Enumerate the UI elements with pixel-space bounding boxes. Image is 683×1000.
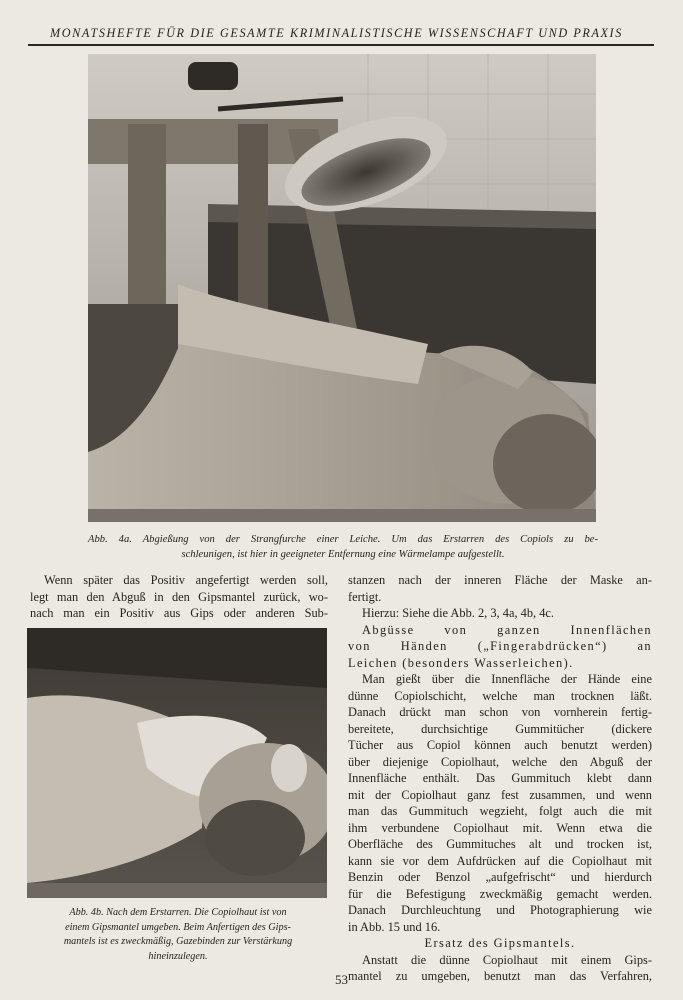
text-line: mantel zu umgeben, benutzt man das Verfahren, xyxy=(348,969,652,983)
text-line: Man gießt über die Innenfläche der Hände eine xyxy=(362,672,652,686)
text-line: über diejenige Copiolhaut, welche den Abguß der xyxy=(348,754,652,769)
text-line: dünne Copiolschicht, welche man trocknen läßt. xyxy=(348,688,652,703)
caption-figure-4a xyxy=(88,532,598,562)
photo-figure-4b-illustration xyxy=(27,628,327,898)
caption-figure-4b-line-3: mantels ist es zweckmäßig, Gazebinden zur Verstärkung xyxy=(63,936,293,947)
text-line: Oberfläche des Gummituches alt und trocken ist, xyxy=(348,837,652,851)
text-line: nach man ein Positiv aus Gips oder anderen Sub- xyxy=(30,606,328,620)
caption-figure-4b xyxy=(25,906,331,964)
text-line: ihm verbundene Copiolhaut mit. Wenn etwa die xyxy=(348,820,652,835)
header-rule xyxy=(28,44,654,46)
left-column-text xyxy=(30,572,328,622)
text-line: kann sie vor dem Aufdrücken auf die Copiolhaut mit xyxy=(348,853,652,868)
text-line: Innenfläche enthält. Das Gummituch klebt dann xyxy=(348,771,652,785)
text-line: für die Befestigung zweckmäßig gemacht werden. xyxy=(348,886,652,901)
text-line: Wenn später das Positiv angefertigt werden soll, xyxy=(44,573,328,587)
text-line: in Abb. 15 und 16. xyxy=(348,919,441,934)
running-head: MONATSHEFTE FÜR DIE GESAMTE KRIMINALISTISCHE WISSENSCHAFT UND PRAXIS xyxy=(50,26,623,40)
hierzu-line: Hierzu: Siehe die Abb. 2, 3, 4a, 4b, 4c. xyxy=(362,606,555,620)
text-line: legt man den Abguß in den Gipsmantel zurück, wo- xyxy=(30,589,328,604)
text-line: fertigt. xyxy=(348,589,382,604)
text-line: bereitete, durchsichtige Gummitücher (dickere xyxy=(348,721,652,736)
caption-figure-4a-line-1: Abb. 4a. Abgießung von der Strangfurche einer Leiche. Um das Erstarren des Copiols zu be- xyxy=(88,534,598,545)
caption-figure-4b-line-1: Abb. 4b. Nach dem Erstarren. Die Copiolhaut ist von xyxy=(69,907,287,918)
photo-figure-4a-illustration xyxy=(88,54,596,522)
text-line: man das Gummituch wegzieht, folgt auch die mit xyxy=(348,804,652,818)
text-line: Benzin oder Benzol „aufgefrischt“ und hierdurch xyxy=(348,870,652,884)
caption-figure-4b-line-4: hineinzulegen. xyxy=(148,950,208,962)
section-heading-line: von Händen („Fingerabdrücken“) an xyxy=(348,639,652,653)
photo-figure-4a xyxy=(88,54,596,522)
caption-figure-4a-line-2: schleunigen, ist hier in geeigneter Entfernung eine Wärmelampe aufgestellt. xyxy=(181,549,505,560)
photo-figure-4b xyxy=(27,628,327,898)
text-line: Anstatt die dünne Copiolhaut mit einem Gips- xyxy=(362,952,652,967)
section-heading-line: Abgüsse von ganzen Innenflächen xyxy=(362,622,652,637)
text-line: Danach Durchleuchtung und Photographierung wie xyxy=(348,903,652,917)
text-line: stanzen nach der inneren Fläche der Maske an- xyxy=(348,573,652,587)
text-line: Danach drückt man schon von vornherein fertig- xyxy=(348,705,652,719)
section-subheading: Ersatz des Gipsmantels. xyxy=(424,936,576,950)
text-line: Tücher aus Copiol können auch benutzt werden) xyxy=(348,738,652,752)
caption-figure-4b-line-2: einem Gipsmantel umgeben. Beim Anfertigen des Gips- xyxy=(65,921,291,933)
right-column-text xyxy=(348,572,652,985)
section-heading-line: Leichen (besonders Wasserleichen). xyxy=(348,655,574,670)
text-line: mit der Copiolhaut ganz fest zusammen, und wenn xyxy=(348,787,652,802)
page-number: 53 xyxy=(335,972,348,987)
